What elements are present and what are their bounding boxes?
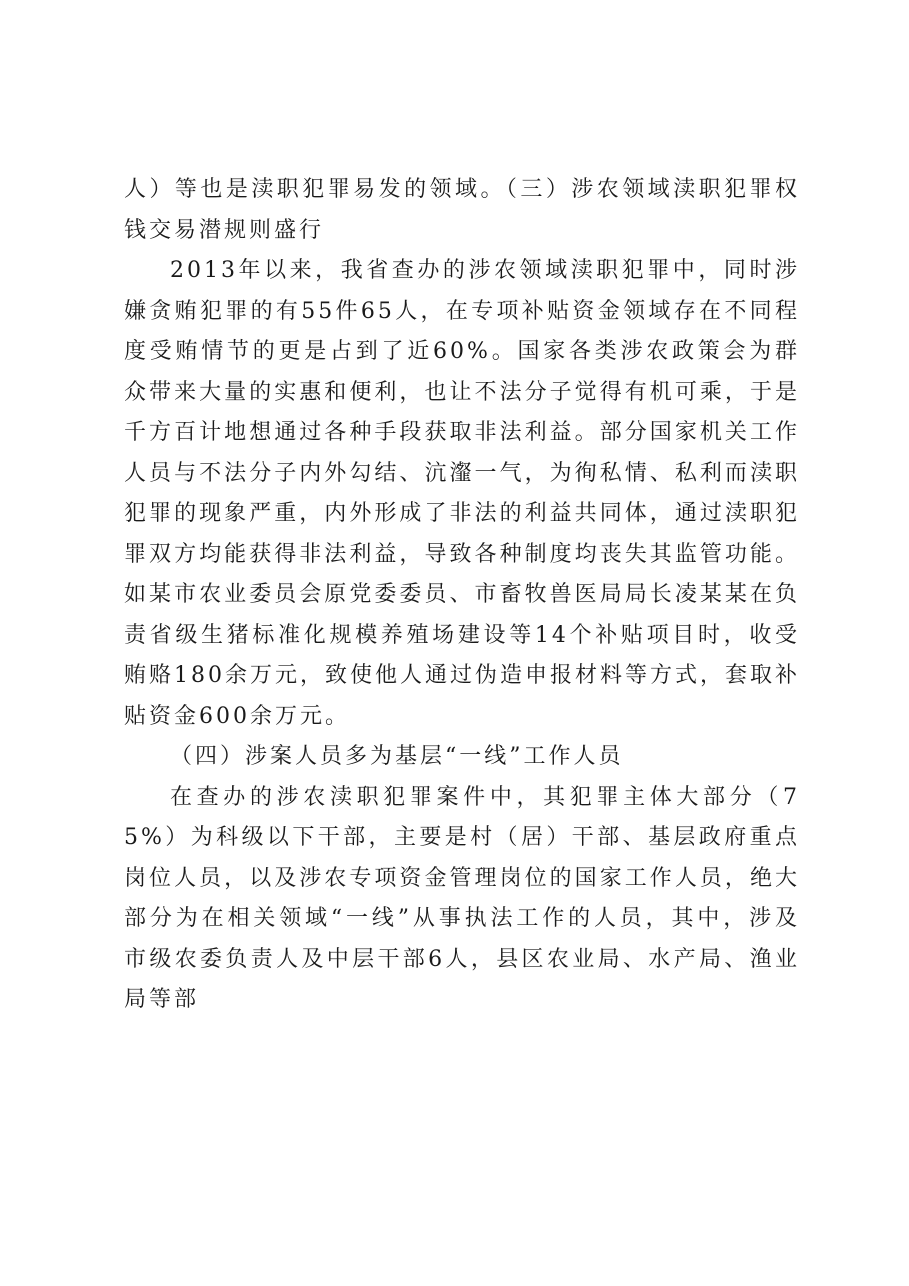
paragraph-bribery-rules: 2013年以来，我省查办的涉农领域渎职犯罪中，同时涉嫌贪贿犯罪的有55件65人，在专项补贴资金领域存在不同程度受贿情节的更是占到了近60%。国家各类涉农政策会为群众带来大量的实惠和便利，也让不法分子觉得有机可乘，于是千方百计地想通过各种手段获取非法利益。部分国家机关工作人员与不法分子内外勾结、沆瀣一气，为徇私情、私利而渎职犯罪的现象严重，内外形成了非法的利益共同体，通过渎职犯罪双方均能获得非法利益，导致各种制度均丧失其监管功能。如某市农业委员会原党委委员、市畜牧兽医局局长凌某某在负责省级生猪标准化规模养殖场建设等14个补贴项目时，收受贿赂180余万元，致使他人通过伪造申报材料等方式，套取补贴资金600余万元。 <box>124 258 800 729</box>
document-page <box>124 170 800 1021</box>
paragraph-continuation: 人）等也是渎职犯罪易发的领域。（三）涉农领域渎职犯罪权钱交易潜规则盛行 <box>124 177 800 243</box>
section-heading-four: （四）涉案人员多为基层“一线”工作人员 <box>170 744 624 769</box>
paragraph-frontline-staff: 在查办的涉农渎职犯罪案件中，其犯罪主体大部分（75%）为科级以下干部，主要是村（居）干部、基层政府重点岗位人员，以及涉农专项资金管理岗位的国家工作人员，绝大部分为在相关领域“一线”从事执法工作的人员，其中，涉及市级农委负责人及中层干部6人，县区农业局、水产局、渔业局等部 <box>124 784 800 1012</box>
